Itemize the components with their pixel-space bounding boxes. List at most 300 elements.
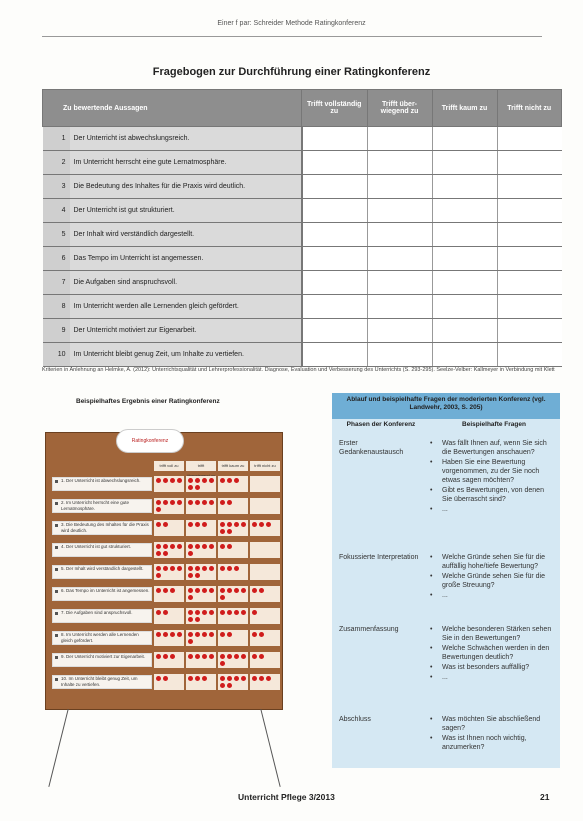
rating-board-cloud: Ratingkonferenz bbox=[116, 429, 184, 453]
rating-dot bbox=[177, 632, 182, 637]
moderation-question: • Welche Schwächen werden in den Bewertungen deutlich? bbox=[428, 644, 556, 662]
board-cell bbox=[186, 476, 216, 492]
moderation-question: • Was möchten Sie abschließend sagen? bbox=[428, 715, 556, 733]
answer-cell-mostly[interactable] bbox=[367, 343, 432, 367]
rating-dot bbox=[202, 588, 207, 593]
moderation-col-questions: Beispielhafte Fragen bbox=[462, 421, 526, 428]
row-statement: Die Aufgaben sind anspruchsvoll. bbox=[70, 271, 302, 295]
rating-dot bbox=[227, 522, 232, 527]
rating-dot bbox=[156, 522, 161, 527]
questionnaire-row bbox=[43, 319, 562, 343]
rating-dot bbox=[163, 500, 168, 505]
answer-cell-rarely[interactable] bbox=[432, 319, 497, 343]
moderation-question-list bbox=[428, 439, 556, 515]
rating-dot bbox=[234, 522, 239, 527]
board-cell bbox=[186, 674, 216, 690]
moderation-col-phases: Phasen der Konferenz bbox=[346, 421, 416, 428]
questionnaire-header-row bbox=[43, 90, 562, 127]
answer-cell-mostly[interactable] bbox=[367, 247, 432, 271]
board-cell bbox=[186, 608, 216, 624]
answer-cell-rarely[interactable] bbox=[432, 247, 497, 271]
row-number: 7 bbox=[43, 271, 70, 295]
moderation-question: • Was ist Ihnen noch wichtig, anzumerken? bbox=[428, 734, 556, 752]
moderation-question: • Welche Gründe sehen Sie für die große Streuung? bbox=[428, 572, 556, 590]
rating-dot bbox=[188, 617, 193, 622]
source-note: Kriterien in Anlehnung an Helmke, A. (2012): Unterrichtsqualität und Lehrerprofessionalität. Diagnose, Evaluation und Verbesserung des Unterrichts (S. 293-295). Seelze-Velber: Kallmeyer in Verbindung mit Klett bbox=[42, 367, 555, 373]
rating-dot bbox=[195, 544, 200, 549]
moderation-question: • ... bbox=[428, 505, 556, 514]
answer-cell-rarely[interactable] bbox=[432, 343, 497, 367]
rating-dot bbox=[227, 676, 232, 681]
rating-dot bbox=[220, 661, 225, 666]
rating-dot bbox=[252, 522, 257, 527]
rating-dot bbox=[177, 500, 182, 505]
row-statement: Die Bedeutung des Inhaltes für die Praxis wird deutlich. bbox=[70, 175, 302, 199]
footer-journal: Unterricht Pflege 3/2013 bbox=[238, 792, 335, 802]
rating-dot bbox=[259, 676, 264, 681]
answer-cell-not[interactable] bbox=[497, 295, 562, 319]
moderation-question-list bbox=[428, 553, 556, 601]
questionnaire-row bbox=[43, 343, 562, 367]
answer-cell-not[interactable] bbox=[497, 271, 562, 295]
rating-dot bbox=[156, 507, 161, 512]
questionnaire-row bbox=[43, 223, 562, 247]
rating-dot bbox=[170, 478, 175, 483]
answer-cell-fully[interactable] bbox=[302, 271, 368, 295]
rating-dot bbox=[241, 676, 246, 681]
rating-dot bbox=[202, 544, 207, 549]
rating-dot bbox=[227, 632, 232, 637]
rating-dot bbox=[177, 566, 182, 571]
rating-dot bbox=[170, 566, 175, 571]
rating-dot bbox=[202, 676, 207, 681]
answer-cell-mostly[interactable] bbox=[367, 127, 432, 151]
board-cell bbox=[250, 630, 280, 646]
rating-dot bbox=[209, 588, 214, 593]
board-cell bbox=[154, 674, 184, 690]
rating-dot bbox=[195, 573, 200, 578]
answer-cell-not[interactable] bbox=[497, 319, 562, 343]
board-column-header: trifft nicht zu bbox=[250, 461, 280, 471]
rating-dot bbox=[202, 500, 207, 505]
row-number: 8 bbox=[43, 295, 70, 319]
rating-dot bbox=[188, 500, 193, 505]
row-number: 10 bbox=[43, 343, 70, 367]
rating-dot bbox=[227, 566, 232, 571]
rating-dot bbox=[195, 617, 200, 622]
answer-cell-mostly[interactable] bbox=[367, 151, 432, 175]
board-cell bbox=[218, 630, 248, 646]
board-statement-card: 4. Der Unterricht ist gut strukturiert. bbox=[52, 543, 152, 557]
answer-cell-rarely[interactable] bbox=[432, 223, 497, 247]
rating-dot bbox=[259, 654, 264, 659]
row-statement: Im Unterricht herrscht eine gute Lernatmosphäre. bbox=[70, 151, 302, 175]
moderation-question: • Gibt es Bewertungen, von denen Sie überrascht sind? bbox=[428, 486, 556, 504]
rating-dot bbox=[156, 544, 161, 549]
rating-dot bbox=[202, 478, 207, 483]
row-number: 5 bbox=[43, 223, 70, 247]
rating-dot bbox=[266, 676, 271, 681]
answer-cell-rarely[interactable] bbox=[432, 199, 497, 223]
rating-dot bbox=[252, 676, 257, 681]
rating-dot bbox=[188, 588, 193, 593]
rating-dot bbox=[234, 566, 239, 571]
rating-dot bbox=[220, 544, 225, 549]
rating-dot bbox=[188, 573, 193, 578]
board-cell bbox=[186, 630, 216, 646]
row-number: 1 bbox=[43, 127, 70, 151]
rating-dot bbox=[220, 500, 225, 505]
board-column-header: trifft voll zu bbox=[154, 461, 184, 471]
rating-dot bbox=[220, 522, 225, 527]
rating-dot bbox=[188, 544, 193, 549]
rating-dot bbox=[188, 551, 193, 556]
rating-dot bbox=[163, 588, 168, 593]
rating-dot bbox=[163, 478, 168, 483]
moderation-question: • Haben Sie eine Bewertung vorgenommen, zu der Sie noch etwas sagen möchten? bbox=[428, 458, 556, 485]
moderation-question: • ... bbox=[428, 591, 556, 600]
rating-dot bbox=[252, 632, 257, 637]
board-cell bbox=[218, 476, 248, 492]
rating-dot bbox=[234, 588, 239, 593]
rating-dot bbox=[209, 632, 214, 637]
board-cell bbox=[250, 542, 280, 558]
moderation-phase: Abschluss bbox=[339, 716, 371, 723]
column-header-rarely: Trifft kaum zu bbox=[432, 90, 497, 127]
answer-cell-rarely[interactable] bbox=[432, 271, 497, 295]
answer-cell-fully[interactable] bbox=[302, 151, 368, 175]
board-cell bbox=[218, 564, 248, 580]
rating-dot bbox=[220, 478, 225, 483]
rating-dot bbox=[163, 566, 168, 571]
easel-leg bbox=[48, 709, 68, 787]
answer-cell-rarely[interactable] bbox=[432, 175, 497, 199]
running-header: Einer f par: Schreider Methode Ratingkonferenz bbox=[217, 20, 366, 27]
rating-dot bbox=[195, 485, 200, 490]
rating-dot bbox=[209, 478, 214, 483]
rating-dot bbox=[163, 522, 168, 527]
rating-dot bbox=[170, 588, 175, 593]
rating-dot bbox=[156, 676, 161, 681]
board-statement-card: 2. Im Unterricht herrscht eine gute Lernatmosphäre. bbox=[52, 499, 152, 513]
rating-dot bbox=[156, 500, 161, 505]
row-statement: Der Inhalt wird verständlich dargestellt. bbox=[70, 223, 302, 247]
rating-dot bbox=[209, 500, 214, 505]
answer-cell-not[interactable] bbox=[497, 175, 562, 199]
rating-dot bbox=[227, 588, 232, 593]
rating-dot bbox=[220, 676, 225, 681]
board-statement-card: 6. Das Tempo im Unterricht ist angemessen. bbox=[52, 587, 152, 601]
answer-cell-mostly[interactable] bbox=[367, 295, 432, 319]
rating-dot bbox=[195, 522, 200, 527]
rating-dot bbox=[220, 654, 225, 659]
board-cell bbox=[186, 498, 216, 514]
rating-dot bbox=[195, 566, 200, 571]
board-cell bbox=[250, 564, 280, 580]
board-statement-card: 9. Der Unterricht motiviert zur Eigenarbeit. bbox=[52, 653, 152, 667]
row-statement: Das Tempo im Unterricht ist angemessen. bbox=[70, 247, 302, 271]
row-statement: Der Unterricht motiviert zur Eigenarbeit. bbox=[70, 319, 302, 343]
board-cell bbox=[186, 586, 216, 602]
rating-dot bbox=[195, 676, 200, 681]
board-cell bbox=[250, 476, 280, 492]
board-column-header: trifft kaum zu bbox=[218, 461, 248, 471]
answer-cell-rarely[interactable] bbox=[432, 127, 497, 151]
rating-dot bbox=[220, 595, 225, 600]
rating-dot bbox=[241, 654, 246, 659]
answer-cell-fully[interactable] bbox=[302, 319, 368, 343]
row-statement: Im Unterricht werden alle Lernenden gleich gefördert. bbox=[70, 295, 302, 319]
row-number: 4 bbox=[43, 199, 70, 223]
rating-dot bbox=[163, 676, 168, 681]
board-cell bbox=[154, 652, 184, 668]
rating-dot bbox=[227, 610, 232, 615]
rating-dot bbox=[259, 632, 264, 637]
board-cell bbox=[250, 608, 280, 624]
rating-dot bbox=[234, 676, 239, 681]
rating-dot bbox=[220, 588, 225, 593]
rating-dot bbox=[188, 676, 193, 681]
board-statement-card: 3. Die Bedeutung des Inhaltes für die Praxis wird deutlich. bbox=[52, 521, 152, 535]
rating-dot bbox=[220, 566, 225, 571]
board-column-header: trifft bbox=[186, 461, 216, 471]
rating-dot bbox=[227, 529, 232, 534]
column-header-statements: Zu bewertende Aussagen bbox=[43, 90, 302, 127]
row-statement: Im Unterricht bleibt genug Zeit, um Inhalte zu vertiefen. bbox=[70, 343, 302, 367]
rating-dot bbox=[156, 573, 161, 578]
questionnaire-row bbox=[43, 271, 562, 295]
rating-dot bbox=[234, 610, 239, 615]
rating-dot bbox=[188, 566, 193, 571]
rating-dot bbox=[220, 632, 225, 637]
page-title: Fragebogen zur Durchführung einer Ratingkonferenz bbox=[152, 66, 431, 78]
rating-dot bbox=[220, 610, 225, 615]
rating-board bbox=[45, 432, 283, 710]
questionnaire-row bbox=[43, 247, 562, 271]
rating-dot bbox=[188, 522, 193, 527]
rating-dot bbox=[220, 683, 225, 688]
board-cell bbox=[154, 476, 184, 492]
board-statement-card: 8. Im Unterricht werden alle Lernenden gleich gefördert. bbox=[52, 631, 152, 645]
board-statement-card: 10. Im Unterricht bleibt genug Zeit, um Inhalte zu vertiefen. bbox=[52, 675, 152, 689]
board-cell bbox=[218, 542, 248, 558]
column-header-mostly: Trifft über-wiegend zu bbox=[367, 90, 432, 127]
rating-dot bbox=[156, 551, 161, 556]
board-statement-card: 7. Die Aufgaben sind anspruchsvoll. bbox=[52, 609, 152, 623]
rating-dot bbox=[202, 654, 207, 659]
rating-dot bbox=[188, 632, 193, 637]
rating-dot bbox=[266, 522, 271, 527]
rating-dot bbox=[170, 500, 175, 505]
rating-dot bbox=[188, 654, 193, 659]
rating-dot bbox=[195, 478, 200, 483]
questionnaire-table bbox=[42, 89, 562, 367]
board-cell bbox=[154, 586, 184, 602]
board-cell bbox=[218, 652, 248, 668]
board-cell bbox=[250, 498, 280, 514]
rating-dot bbox=[259, 522, 264, 527]
rating-dot bbox=[195, 610, 200, 615]
rating-dot bbox=[170, 654, 175, 659]
board-cell bbox=[250, 520, 280, 536]
row-number: 2 bbox=[43, 151, 70, 175]
moderation-phase: Zusammenfassung bbox=[339, 626, 399, 633]
header-rule bbox=[42, 36, 542, 37]
answer-cell-fully[interactable] bbox=[302, 223, 368, 247]
answer-cell-fully[interactable] bbox=[302, 175, 368, 199]
board-cell bbox=[186, 564, 216, 580]
board-cell bbox=[154, 520, 184, 536]
rating-dot bbox=[163, 544, 168, 549]
rating-dot bbox=[188, 478, 193, 483]
moderation-question-list bbox=[428, 625, 556, 683]
rating-dot bbox=[163, 551, 168, 556]
rating-dot bbox=[195, 500, 200, 505]
answer-cell-rarely[interactable] bbox=[432, 151, 497, 175]
rating-dot bbox=[209, 544, 214, 549]
answer-cell-not[interactable] bbox=[497, 247, 562, 271]
rating-dot bbox=[259, 588, 264, 593]
moderation-phase: Erster Gedankenaustausch bbox=[339, 440, 404, 456]
rating-dot bbox=[156, 478, 161, 483]
rating-dot bbox=[156, 654, 161, 659]
moderation-question: • Welche Gründe sehen Sie für die auffällig hohe/tiefe Bewertung? bbox=[428, 553, 556, 571]
moderation-question-list bbox=[428, 715, 556, 753]
board-cell bbox=[154, 608, 184, 624]
footer-page-number: 21 bbox=[540, 792, 550, 802]
rating-dot bbox=[177, 544, 182, 549]
moderation-box bbox=[332, 393, 560, 768]
row-number: 3 bbox=[43, 175, 70, 199]
answer-cell-not[interactable] bbox=[497, 127, 562, 151]
board-cell bbox=[218, 498, 248, 514]
rating-dot bbox=[209, 566, 214, 571]
rating-dot bbox=[195, 588, 200, 593]
board-cell bbox=[250, 674, 280, 690]
rating-dot bbox=[252, 654, 257, 659]
board-cell bbox=[218, 674, 248, 690]
rating-dot bbox=[220, 529, 225, 534]
moderation-question: • Welche besonderen Stärken sehen Sie in den Bewertungen? bbox=[428, 625, 556, 643]
answer-cell-not[interactable] bbox=[497, 151, 562, 175]
questionnaire-row bbox=[43, 175, 562, 199]
answer-cell-mostly[interactable] bbox=[367, 271, 432, 295]
moderation-phase: Fokussierte Interpretation bbox=[339, 554, 419, 561]
questionnaire-row bbox=[43, 295, 562, 319]
rating-dot bbox=[156, 610, 161, 615]
board-cell bbox=[250, 652, 280, 668]
rating-dot bbox=[170, 632, 175, 637]
rating-dot bbox=[202, 632, 207, 637]
rating-dot bbox=[188, 595, 193, 600]
column-header-not: Trifft nicht zu bbox=[497, 90, 562, 127]
board-cell bbox=[218, 586, 248, 602]
board-cell bbox=[154, 542, 184, 558]
rating-dot bbox=[188, 610, 193, 615]
rating-dot bbox=[156, 632, 161, 637]
board-cell bbox=[218, 608, 248, 624]
rating-dot bbox=[241, 522, 246, 527]
rating-dot bbox=[227, 478, 232, 483]
rating-dot bbox=[195, 654, 200, 659]
answer-cell-not[interactable] bbox=[497, 223, 562, 247]
rating-dot bbox=[241, 610, 246, 615]
rating-dot bbox=[202, 522, 207, 527]
rating-dot bbox=[188, 639, 193, 644]
answer-cell-fully[interactable] bbox=[302, 247, 368, 271]
rating-dot bbox=[241, 588, 246, 593]
board-cell bbox=[218, 520, 248, 536]
rating-dot bbox=[156, 566, 161, 571]
moderation-question: • ... bbox=[428, 673, 556, 682]
column-header-fully: Trifft vollständig zu bbox=[302, 90, 368, 127]
board-statement-card: 5. Der Inhalt wird verständlich dargestellt. bbox=[52, 565, 152, 579]
rating-dot bbox=[227, 654, 232, 659]
answer-cell-mostly[interactable] bbox=[367, 223, 432, 247]
rating-dot bbox=[209, 654, 214, 659]
rating-dot bbox=[202, 610, 207, 615]
example-title: Beispielhaftes Ergebnis einer Ratingkonferenz bbox=[76, 398, 220, 405]
answer-cell-mostly[interactable] bbox=[367, 175, 432, 199]
rating-dot bbox=[163, 632, 168, 637]
questionnaire-row bbox=[43, 151, 562, 175]
questionnaire-row bbox=[43, 199, 562, 223]
board-statement-card: 1. Der Unterricht ist abwechslungsreich. bbox=[52, 477, 152, 491]
rating-dot bbox=[195, 632, 200, 637]
row-number: 6 bbox=[43, 247, 70, 271]
rating-dot bbox=[234, 478, 239, 483]
rating-dot bbox=[252, 610, 257, 615]
row-statement: Der Unterricht ist gut strukturiert. bbox=[70, 199, 302, 223]
rating-dot bbox=[170, 544, 175, 549]
board-cell bbox=[154, 498, 184, 514]
moderation-question: • Was fällt Ihnen auf, wenn Sie sich die Bewertungen anschauen? bbox=[428, 439, 556, 457]
moderation-question: • Was ist besonders auffällig? bbox=[428, 663, 556, 672]
answer-cell-not[interactable] bbox=[497, 199, 562, 223]
rating-dot bbox=[156, 588, 161, 593]
row-number: 9 bbox=[43, 319, 70, 343]
answer-cell-fully[interactable] bbox=[302, 295, 368, 319]
moderation-heading: Ablauf und beispielhafte Fragen der moderierten Konferenz (vgl. Landwehr, 2003, S. 205) bbox=[332, 393, 560, 419]
rating-dot bbox=[227, 683, 232, 688]
rating-dot bbox=[227, 500, 232, 505]
board-cell bbox=[154, 630, 184, 646]
rating-dot bbox=[177, 478, 182, 483]
board-cell bbox=[250, 586, 280, 602]
answer-cell-mostly[interactable] bbox=[367, 199, 432, 223]
answer-cell-not[interactable] bbox=[497, 343, 562, 367]
answer-cell-rarely[interactable] bbox=[432, 295, 497, 319]
questionnaire-row bbox=[43, 127, 562, 151]
answer-cell-mostly[interactable] bbox=[367, 319, 432, 343]
rating-dot bbox=[227, 544, 232, 549]
answer-cell-fully[interactable] bbox=[302, 199, 368, 223]
rating-dot bbox=[202, 566, 207, 571]
row-statement: Der Unterricht ist abwechslungsreich. bbox=[70, 127, 302, 151]
easel-leg bbox=[260, 709, 280, 787]
answer-cell-fully[interactable] bbox=[302, 343, 368, 367]
rating-dot bbox=[209, 610, 214, 615]
board-cell bbox=[186, 520, 216, 536]
rating-dot bbox=[252, 588, 257, 593]
rating-dot bbox=[188, 485, 193, 490]
rating-dot bbox=[234, 654, 239, 659]
board-cell bbox=[186, 652, 216, 668]
rating-dot bbox=[163, 610, 168, 615]
answer-cell-fully[interactable] bbox=[302, 127, 368, 151]
rating-dot bbox=[163, 654, 168, 659]
board-cell bbox=[186, 542, 216, 558]
